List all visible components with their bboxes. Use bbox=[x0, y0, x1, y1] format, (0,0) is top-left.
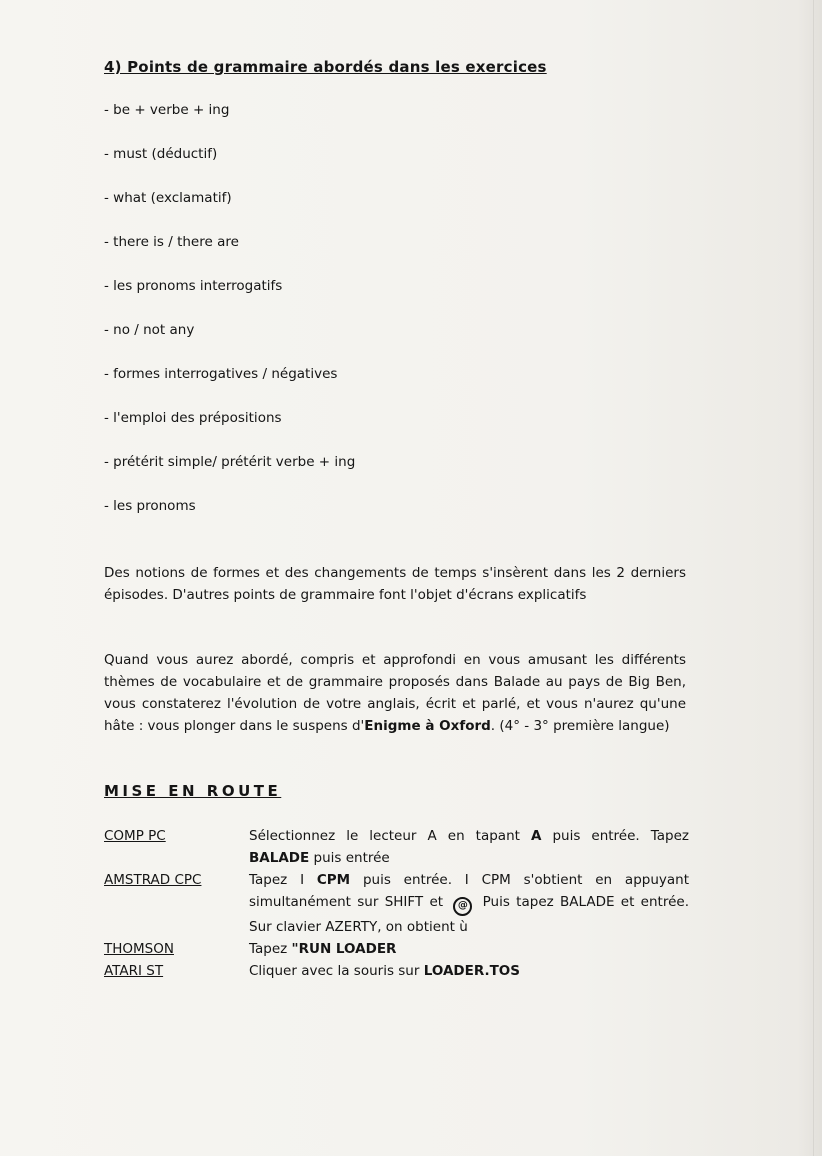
platform-instructions bbox=[249, 869, 689, 938]
paragraph-text: au pays de Big Ben, vous constaterez l'évolution de votre anglais, écrit et parlé, et vous n'aurez qu'une hâte : vous plonger dans le suspens d' bbox=[104, 674, 686, 734]
file-name: LOADER.TOS bbox=[423, 963, 520, 979]
paragraph-conclusion bbox=[104, 649, 686, 737]
instruction-text: puis entrée bbox=[309, 850, 390, 866]
instruction-text: Cliquer avec la souris sur bbox=[249, 963, 424, 979]
instruction-text: puis entrée. I CPM s'obtient en appuyant simultanément sur SHIFT et bbox=[249, 872, 690, 910]
platform-instructions bbox=[249, 825, 689, 869]
platform-instructions bbox=[249, 960, 689, 982]
platform-label: ATARI ST bbox=[104, 963, 164, 979]
grammar-point: - les pronoms interrogatifs bbox=[104, 278, 283, 294]
grammar-point: - l'emploi des prépositions bbox=[104, 410, 282, 426]
instruction-text: Tapez I bbox=[249, 872, 317, 888]
instruction-text: Puis tapez BALADE et entrée. Sur clavier AZERTY, on obtient ù bbox=[249, 894, 689, 935]
command-name: "RUN LOADER bbox=[291, 941, 397, 957]
setup-row-thomson bbox=[104, 938, 689, 960]
setup-row-comp-pc bbox=[104, 825, 689, 869]
setup-instructions bbox=[104, 825, 689, 982]
grammar-point: - be + verbe + ing bbox=[104, 102, 230, 118]
page-edge bbox=[813, 0, 814, 1156]
grammar-point: - must (déductif) bbox=[104, 146, 218, 162]
paragraph-notions: Des notions de formes et des changements de temps s'insèrent dans les 2 derniers épisodes. D'autres points de grammaire font l'objet d'écrans explicatifs bbox=[104, 565, 686, 603]
section-heading-grammar: 4) Points de grammaire abordés dans les exercices bbox=[104, 58, 547, 76]
setup-row-amstrad bbox=[104, 869, 689, 938]
grammar-point: - what (exclamatif) bbox=[104, 190, 232, 206]
grammar-point: - formes interrogatives / négatives bbox=[104, 366, 338, 382]
platform-label: COMP PC bbox=[104, 828, 166, 844]
paragraph-text: Quand vous aurez abordé, compris et approfondi en vous amusant les différents thèmes de vocabulaire et de grammaire proposés dans bbox=[104, 652, 686, 690]
instruction-text: puis entrée. Tapez bbox=[541, 828, 689, 844]
platform-instructions bbox=[249, 938, 689, 960]
instruction-text: Tapez bbox=[249, 941, 292, 957]
platform-label: THOMSON bbox=[104, 941, 174, 957]
command-name: BALADE bbox=[249, 850, 310, 866]
grammar-point: - there is / there are bbox=[104, 234, 239, 250]
key-name: A bbox=[530, 828, 542, 844]
setup-row-atari bbox=[104, 960, 689, 982]
grammar-points-list bbox=[104, 100, 355, 540]
grammar-point: - no / not any bbox=[104, 322, 195, 338]
at-key-icon: @ bbox=[453, 897, 472, 916]
grammar-point: - prétérit simple/ prétérit verbe + ing bbox=[104, 454, 356, 470]
instruction-text: Sélectionnez le lecteur A en tapant bbox=[249, 828, 531, 844]
grammar-point: - les pronoms bbox=[104, 498, 196, 514]
command-name: CPM bbox=[316, 872, 351, 888]
paragraph-text: . (4° - 3° première langue) bbox=[490, 718, 670, 734]
platform-label: AMSTRAD CPC bbox=[104, 872, 202, 888]
game-title-enigme: Enigme à Oxford bbox=[364, 718, 491, 734]
section-title-mise-en-route: MISE EN ROUTE bbox=[104, 782, 282, 800]
game-title-balade: Balade bbox=[493, 674, 541, 690]
